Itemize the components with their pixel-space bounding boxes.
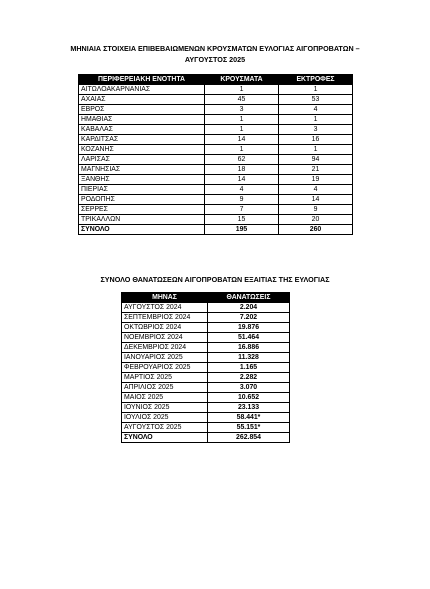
deaths-cell: 2.282 <box>208 373 290 383</box>
table-row <box>122 393 290 403</box>
deaths-table <box>121 292 290 443</box>
region-cell: ΠΙΕΡΙΑΣ <box>79 185 205 195</box>
month-cell: ΑΠΡΙΛΙΟΣ 2025 <box>122 383 208 393</box>
cases-cell: 62 <box>205 155 279 165</box>
table-row <box>122 313 290 323</box>
table-row <box>79 215 353 225</box>
table-row <box>79 175 353 185</box>
month-cell: ΟΚΤΩΒΡΙΟΣ 2024 <box>122 323 208 333</box>
cases-cell: 9 <box>205 195 279 205</box>
table-row <box>79 145 353 155</box>
table-row <box>79 95 353 105</box>
deaths-total-row <box>122 433 290 443</box>
table-row <box>122 363 290 373</box>
region-cell: ΤΡΙΚΑΛΛΩΝ <box>79 215 205 225</box>
deaths-cell: 58.441* <box>208 413 290 423</box>
col-region-header: ΠΕΡΙΦΕΡΕΙΑΚΗ ΕΝΟΤΗΤΑ <box>79 75 205 85</box>
table-row <box>79 125 353 135</box>
table-row <box>79 105 353 115</box>
region-cell: ΜΑΓΝΗΣΙΑΣ <box>79 165 205 175</box>
cases-total-value: 195 <box>205 225 279 235</box>
deaths-total-label: ΣΥΝΟΛΟ <box>122 433 208 443</box>
farms-cell: 4 <box>279 105 353 115</box>
farms-total-value: 260 <box>279 225 353 235</box>
region-cell: ΛΑΡΙΣΑΣ <box>79 155 205 165</box>
table-row <box>79 85 353 95</box>
col-cases-header: ΚΡΟΥΣΜΑΤΑ <box>205 75 279 85</box>
month-cell: ΣΕΠΤΕΜΒΡΙΟΣ 2024 <box>122 313 208 323</box>
cases-total-label: ΣΥΝΟΛΟ <box>79 225 205 235</box>
deaths-cell: 55.151* <box>208 423 290 433</box>
month-cell: ΔΕΚΕΜΒΡΙΟΣ 2024 <box>122 343 208 353</box>
table-row <box>79 205 353 215</box>
deaths-table-header <box>122 293 290 303</box>
farms-cell: 21 <box>279 165 353 175</box>
month-cell: ΝΟΕΜΒΡΙΟΣ 2024 <box>122 333 208 343</box>
region-cell: ΑΧΑΙΑΣ <box>79 95 205 105</box>
farms-cell: 1 <box>279 85 353 95</box>
cases-cell: 1 <box>205 115 279 125</box>
region-cell: ΚΑΒΑΛΑΣ <box>79 125 205 135</box>
cases-table-header <box>79 75 353 85</box>
cases-title-line2: ΑΥΓΟΥΣΤΟΣ 2025 <box>184 55 246 64</box>
region-cell: ΣΕΡΡΕΣ <box>79 205 205 215</box>
farms-cell: 53 <box>279 95 353 105</box>
farms-cell: 16 <box>279 135 353 145</box>
table-row <box>122 403 290 413</box>
farms-cell: 3 <box>279 125 353 135</box>
deaths-cell: 10.652 <box>208 393 290 403</box>
region-cell: ΚΑΡΔΙΤΣΑΣ <box>79 135 205 145</box>
cases-table <box>78 74 353 235</box>
col-deaths-header: ΘΑΝΑΤΩΣΕΙΣ <box>208 293 290 303</box>
cases-cell: 1 <box>205 125 279 135</box>
month-cell: ΦΕΒΡΟΥΑΡΙΟΣ 2025 <box>122 363 208 373</box>
cases-cell: 1 <box>205 85 279 95</box>
table-row <box>122 423 290 433</box>
cases-title <box>40 43 390 65</box>
month-cell: ΙΟΥΝΙΟΣ 2025 <box>122 403 208 413</box>
deaths-cell: 23.133 <box>208 403 290 413</box>
cases-title-line1: ΜΗΝΙΑΙΑ ΣΤΟΙΧΕΙΑ ΕΠΙΒΕΒΑΙΩΜΕΝΩΝ ΚΡΟΥΣΜΑΤΩΝ ΕΥΛΟΓΙΑΣ ΑΙΓΟΠΡΟΒΑΤΩΝ – <box>70 44 360 53</box>
table-row <box>79 195 353 205</box>
table-row <box>79 155 353 165</box>
farms-cell: 20 <box>279 215 353 225</box>
cases-total-row <box>79 225 353 235</box>
farms-cell: 14 <box>279 195 353 205</box>
month-cell: ΙΟΥΛΙΟΣ 2025 <box>122 413 208 423</box>
deaths-cell: 3.070 <box>208 383 290 393</box>
region-cell: ΞΑΝΘΗΣ <box>79 175 205 185</box>
cases-cell: 7 <box>205 205 279 215</box>
farms-cell: 1 <box>279 145 353 155</box>
table-row <box>79 185 353 195</box>
col-month-header: ΜΗΝΑΣ <box>122 293 208 303</box>
month-cell: ΙΑΝΟΥΑΡΙΟΣ 2025 <box>122 353 208 363</box>
cases-cell: 3 <box>205 105 279 115</box>
deaths-cell: 11.328 <box>208 353 290 363</box>
table-row <box>122 413 290 423</box>
deaths-cell: 2.204 <box>208 303 290 313</box>
table-row <box>122 303 290 313</box>
deaths-cell: 1.165 <box>208 363 290 373</box>
farms-cell: 1 <box>279 115 353 125</box>
cases-cell: 1 <box>205 145 279 155</box>
table-row <box>79 165 353 175</box>
table-row <box>79 115 353 125</box>
month-cell: ΜΑΙΟΣ 2025 <box>122 393 208 403</box>
month-cell: ΜΑΡΤΙΟΣ 2025 <box>122 373 208 383</box>
table-row <box>122 383 290 393</box>
table-row <box>122 323 290 333</box>
table-row <box>122 343 290 353</box>
cases-cell: 45 <box>205 95 279 105</box>
cases-cell: 15 <box>205 215 279 225</box>
farms-cell: 94 <box>279 155 353 165</box>
farms-cell: 4 <box>279 185 353 195</box>
table-row <box>122 373 290 383</box>
deaths-total-value: 262.854 <box>208 433 290 443</box>
month-cell: ΑΥΓΟΥΣΤΟΣ 2024 <box>122 303 208 313</box>
deaths-cell: 16.886 <box>208 343 290 353</box>
region-cell: ΡΟΔΟΠΗΣ <box>79 195 205 205</box>
table-row <box>122 333 290 343</box>
region-cell: ΑΙΤΩΛΟΑΚΑΡΝΑΝΙΑΣ <box>79 85 205 95</box>
deaths-cell: 51.464 <box>208 333 290 343</box>
deaths-cell: 19.876 <box>208 323 290 333</box>
farms-cell: 19 <box>279 175 353 185</box>
col-farms-header: ΕΚΤΡΟΦΕΣ <box>279 75 353 85</box>
deaths-title: ΣΥΝΟΛΟ ΘΑΝΑΤΩΣΕΩΝ ΑΙΓΟΠΡΟΒΑΤΩΝ ΕΞΑΙΤΙΑΣ ΤΗΣ ΕΥΛΟΓΙΑΣ <box>100 275 330 284</box>
cases-cell: 14 <box>205 135 279 145</box>
table-row <box>122 353 290 363</box>
cases-cell: 18 <box>205 165 279 175</box>
cases-cell: 14 <box>205 175 279 185</box>
region-cell: ΕΒΡΟΣ <box>79 105 205 115</box>
region-cell: ΚΟΖΑΝΗΣ <box>79 145 205 155</box>
region-cell: ΗΜΑΘΙΑΣ <box>79 115 205 125</box>
farms-cell: 9 <box>279 205 353 215</box>
table-row <box>79 135 353 145</box>
cases-cell: 4 <box>205 185 279 195</box>
deaths-cell: 7.202 <box>208 313 290 323</box>
month-cell: ΑΥΓΟΥΣΤΟΣ 2025 <box>122 423 208 433</box>
